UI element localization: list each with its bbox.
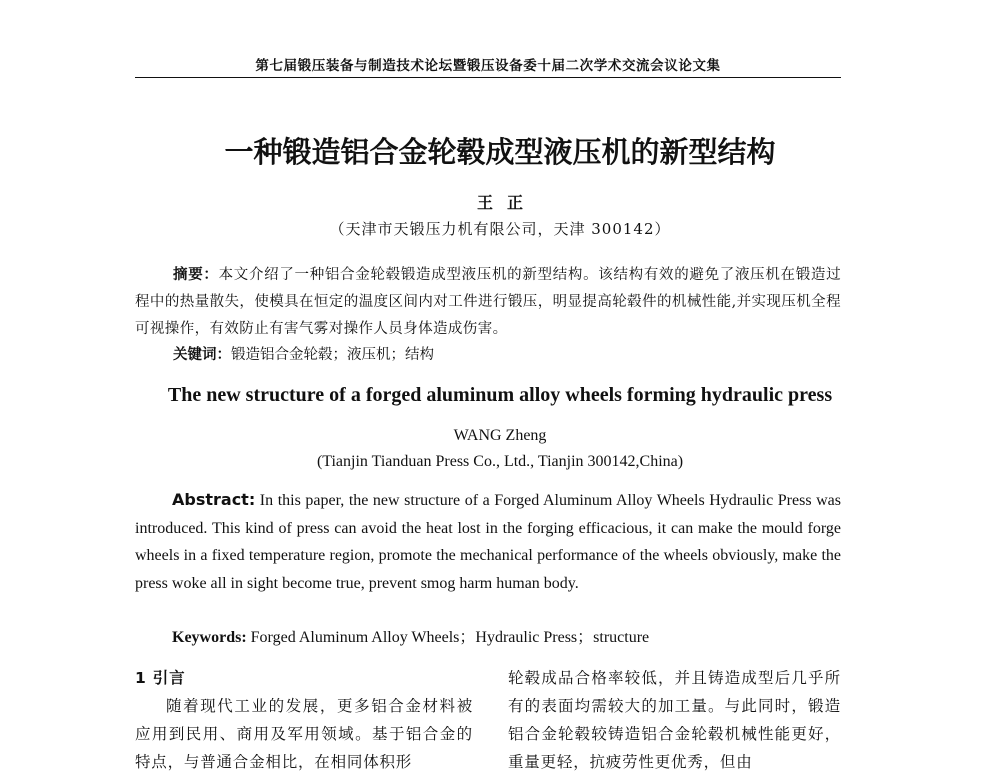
abstract-cn xyxy=(135,262,841,343)
body-paragraph-right: 轮毂成品合格率较低，并且铸造成型后几乎所有的表面均需较大的加工量。与此同时，锻造铝合金轮毂较铸造铝合金轮毂机械性能更好，重量更轻，抗疲劳性更优秀，但由 xyxy=(508,669,841,771)
section-heading-introduction: 1 引言 xyxy=(135,669,186,687)
affiliation-en: (Tianjin Tianduan Press Co., Ltd., Tianjin 300142,China) xyxy=(316,453,684,470)
paper-title-cn: 一种锻造铝合金轮毂成型液压机的新型结构 xyxy=(224,135,776,169)
keywords-cn xyxy=(173,342,841,369)
abstract-en-label: Abstract: xyxy=(172,490,256,509)
keywords-en-label: Keywords: xyxy=(172,629,247,646)
keywords-cn-text: 锻造铝合金轮毂；液压机；结构 xyxy=(231,347,434,363)
keywords-cn-label: 关键词： xyxy=(173,347,231,363)
running-header: 第七届锻压装备与制造技术论坛暨锻压设备委十届二次学术交流会议论文集 xyxy=(255,58,721,74)
keywords-en xyxy=(172,624,841,651)
keywords-en-text: Forged Aluminum Alloy Wheels；Hydraulic Press；structure xyxy=(246,629,650,646)
paper-title-en: The new structure of a forged aluminum alloy wheels forming hydraulic press xyxy=(167,384,833,406)
abstract-en xyxy=(135,486,841,597)
header-rule xyxy=(135,77,841,78)
body-column-left xyxy=(135,664,473,776)
abstract-en-text: In this paper, the new structure of a Forged Aluminum Alloy Wheels Hydraulic Press was introduced. This kind of press can avoid the heat lost in the forging efficacious, it can make the mould forge wheels in a fixed temperature region, promote the mechanical performance of the wheels obviously, make the press woke all in sight become true, prevent smog harm human body. xyxy=(135,492,841,592)
author-en: WANG Zheng xyxy=(453,427,547,444)
body-paragraph-left: 随着现代工业的发展，更多铝合金材料被应用到民用、商用及军用领域。基于铝合金的特点，与普通合金相比，在相同体积形 xyxy=(135,697,473,771)
abstract-cn-label: 摘要： xyxy=(173,267,219,283)
abstract-cn-text: 本文介绍了一种铝合金轮毂锻造成型液压机的新型结构。该结构有效的避免了液压机在锻造过程中的热量散失，使模具在恒定的温度区间内对工件进行锻压，明显提高轮毂件的机械性能,并实现压机全程可视操作，有效防止有害气雾对操作人员身体造成伤害。 xyxy=(135,267,842,337)
author-cn: 王正 xyxy=(476,193,537,212)
body-column-right xyxy=(508,664,841,776)
affiliation-cn: （天津市天锻压力机有限公司，天津 300142） xyxy=(329,220,671,238)
